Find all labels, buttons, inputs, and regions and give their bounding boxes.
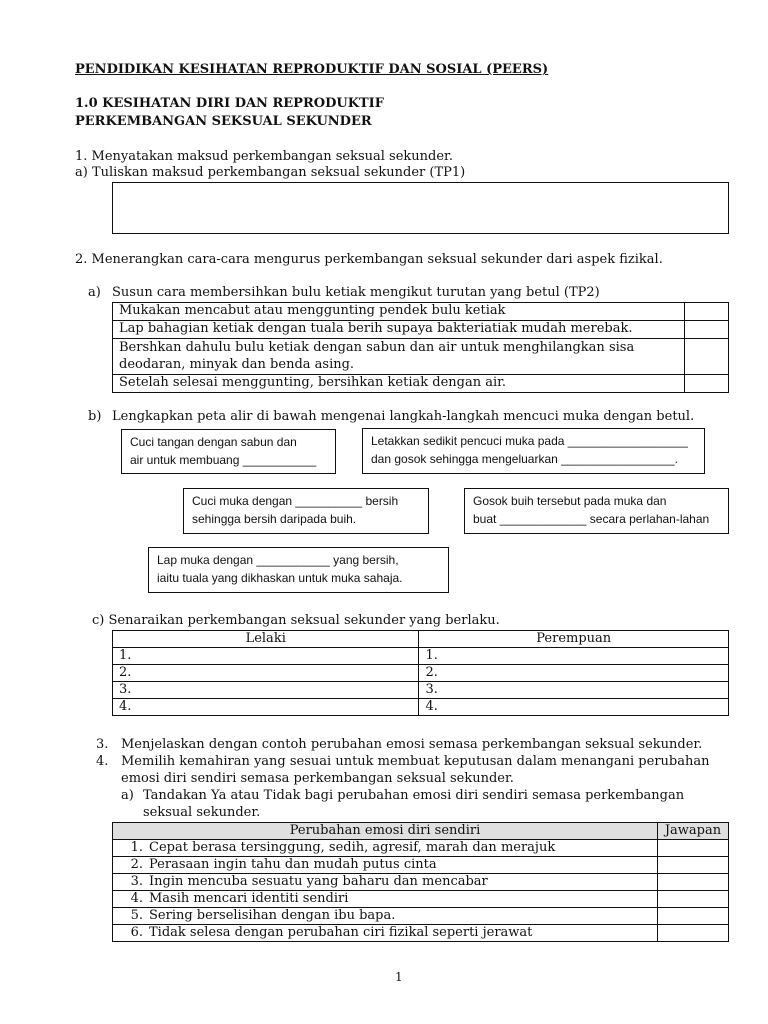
table-row: [113, 303, 729, 321]
flow-step-text: air untuk membuang ___________: [130, 453, 317, 467]
question-3-number: 3.: [96, 737, 109, 752]
flow-step-text: Gosok buih tersebut pada muka dan: [473, 494, 667, 508]
order-answer-cell[interactable]: [685, 321, 729, 339]
question-4-line-2: emosi diri sendiri semasa perkembangan seksual sekunder.: [121, 771, 514, 786]
question-4a-label: a): [121, 788, 134, 803]
table-cell: [113, 908, 658, 925]
table-cell: [113, 891, 658, 908]
order-answer-cell[interactable]: [685, 303, 729, 321]
question-4a-line-1: Tandakan Ya atau Tidak bagi perubahan emosi diri sendiri semasa perkembangan: [143, 788, 685, 803]
row-text: Ingin mencuba sesuatu yang baharu dan mencabar: [149, 874, 488, 889]
flow-step-text: Letakkan sedikit pencuci muka pada __________________: [371, 434, 688, 448]
table-cell[interactable]: 4.: [113, 699, 419, 716]
order-answer-cell[interactable]: [685, 375, 729, 393]
column-header-male: Lelaki: [113, 631, 419, 648]
question-2a-label: a): [88, 285, 101, 300]
armpit-order-table: [112, 302, 729, 393]
table-row: [113, 925, 729, 942]
question-2: 2. Menerangkan cara-cara mengurus perkembangan seksual sekunder dari aspek fizikal.: [75, 252, 663, 267]
row-text: Cepat berasa tersinggung, sedih, agresif, marah dan merajuk: [149, 840, 556, 855]
emotion-change-table: [112, 822, 729, 942]
column-header-female: Perempuan: [419, 631, 729, 648]
table-header-row: [113, 631, 729, 648]
row-text: Masih mencari identiti sendiri: [149, 891, 349, 906]
table-cell[interactable]: 2.: [113, 665, 419, 682]
question-4a-line-2: seksual sekunder.: [143, 805, 261, 820]
flow-step-text: Lap muka dengan ___________ yang bersih,: [157, 553, 399, 567]
table-cell[interactable]: 3.: [419, 682, 729, 699]
flow-step-box: [121, 429, 336, 474]
sub-heading: PERKEMBANGAN SEKSUAL SEKUNDER: [75, 114, 372, 129]
column-header-emotion: Perubahan emosi diri sendiri: [113, 823, 658, 840]
flow-step-box: [464, 488, 729, 534]
question-4-line-1: Memilih kemahiran yang sesuai untuk membuat keputusan dalam menangani perubahan: [121, 754, 710, 769]
column-header-answer: Jawapan: [658, 823, 729, 840]
flow-step-text: Cuci muka dengan __________ bersih: [192, 494, 399, 508]
flow-step-box: [148, 547, 449, 593]
secondary-development-table: [112, 630, 729, 716]
table-cell: [113, 339, 685, 375]
table-cell: Lap bahagian ketiak dengan tuala berih supaya bakteriatiak mudah merebak.: [113, 321, 685, 339]
table-cell-line: Bershkan dahulu bulu ketiak dengan sabun dan air untuk menghilangkan sisa: [119, 340, 635, 355]
answer-cell[interactable]: [658, 891, 729, 908]
answer-cell[interactable]: [658, 857, 729, 874]
flow-step-text: iaitu tuala yang dikhaskan untuk muka sahaja.: [157, 571, 403, 585]
table-cell[interactable]: 2.: [419, 665, 729, 682]
question-1a: a) Tuliskan maksud perkembangan seksual sekunder (TP1): [75, 165, 466, 180]
table-row: [113, 699, 729, 716]
row-text: Perasaan ingin tahu dan mudah putus cinta: [149, 857, 437, 872]
row-number: 3.: [130, 874, 143, 889]
row-number: 4.: [130, 891, 143, 906]
flow-step-text: Cuci tangan dengan sabun dan: [130, 435, 297, 449]
table-row: [113, 682, 729, 699]
row-number: 6.: [130, 925, 143, 940]
question-1: 1. Menyatakan maksud perkembangan seksual sekunder.: [75, 149, 453, 164]
flow-step-text: sehingga bersih daripada buih.: [192, 512, 357, 526]
table-row: [113, 908, 729, 925]
table-cell: [113, 857, 658, 874]
table-row: [113, 321, 729, 339]
table-cell: Mukakan mencabut atau menggunting pendek bulu ketiak: [113, 303, 685, 321]
table-row: [113, 874, 729, 891]
question-4-number: 4.: [96, 754, 109, 769]
answer-cell[interactable]: [658, 908, 729, 925]
document-title: PENDIDIKAN KESIHATAN REPRODUKTIF DAN SOSIAL (PEERS): [75, 62, 549, 77]
flow-step-box: [362, 428, 705, 474]
question-3: Menjelaskan dengan contoh perubahan emosi semasa perkembangan seksual sekunder.: [121, 737, 703, 752]
flow-step-box: [183, 488, 429, 534]
table-cell[interactable]: 3.: [113, 682, 419, 699]
question-2b: Lengkapkan peta alir di bawah mengenai langkah-langkah mencuci muka dengan betul.: [112, 409, 695, 424]
answer-box-1a[interactable]: [112, 182, 729, 234]
question-2c: c) Senaraikan perkembangan seksual sekunder yang berlaku.: [92, 613, 500, 628]
row-number: 5.: [130, 908, 143, 923]
answer-cell[interactable]: [658, 840, 729, 857]
table-cell: [113, 840, 658, 857]
table-header-row: [113, 823, 729, 840]
table-row: [113, 857, 729, 874]
answer-cell[interactable]: [658, 874, 729, 891]
row-text: Sering berselisihan dengan ibu bapa.: [149, 908, 396, 923]
table-cell: Setelah selesai menggunting, bersihkan ketiak dengan air.: [113, 375, 685, 393]
table-row: [113, 375, 729, 393]
order-answer-cell[interactable]: [685, 339, 729, 375]
table-cell[interactable]: 1.: [113, 648, 419, 665]
table-cell: [113, 925, 658, 942]
table-row: [113, 840, 729, 857]
table-cell: [113, 874, 658, 891]
table-row: [113, 648, 729, 665]
section-heading: 1.0 KESIHATAN DIRI DAN REPRODUKTIF: [75, 96, 384, 111]
table-cell[interactable]: 4.: [419, 699, 729, 716]
table-cell[interactable]: 1.: [419, 648, 729, 665]
answer-cell[interactable]: [658, 925, 729, 942]
table-row: [113, 891, 729, 908]
page-number: 1: [395, 970, 403, 984]
table-row: [113, 665, 729, 682]
question-2b-label: b): [88, 409, 102, 424]
table-row: [113, 339, 729, 375]
flow-step-text: buat _____________ secara perlahan-lahan: [473, 512, 710, 526]
row-text: Tidak selesa dengan perubahan ciri fizikal seperti jerawat: [149, 925, 533, 940]
row-number: 1.: [130, 840, 143, 855]
question-2a: Susun cara membersihkan bulu ketiak mengikut turutan yang betul (TP2): [112, 285, 600, 300]
flow-step-text: dan gosok sehingga mengeluarkan _________________.: [371, 452, 678, 466]
row-number: 2.: [130, 857, 143, 872]
table-cell-line: deodaran, minyak dan benda asing.: [119, 357, 355, 372]
